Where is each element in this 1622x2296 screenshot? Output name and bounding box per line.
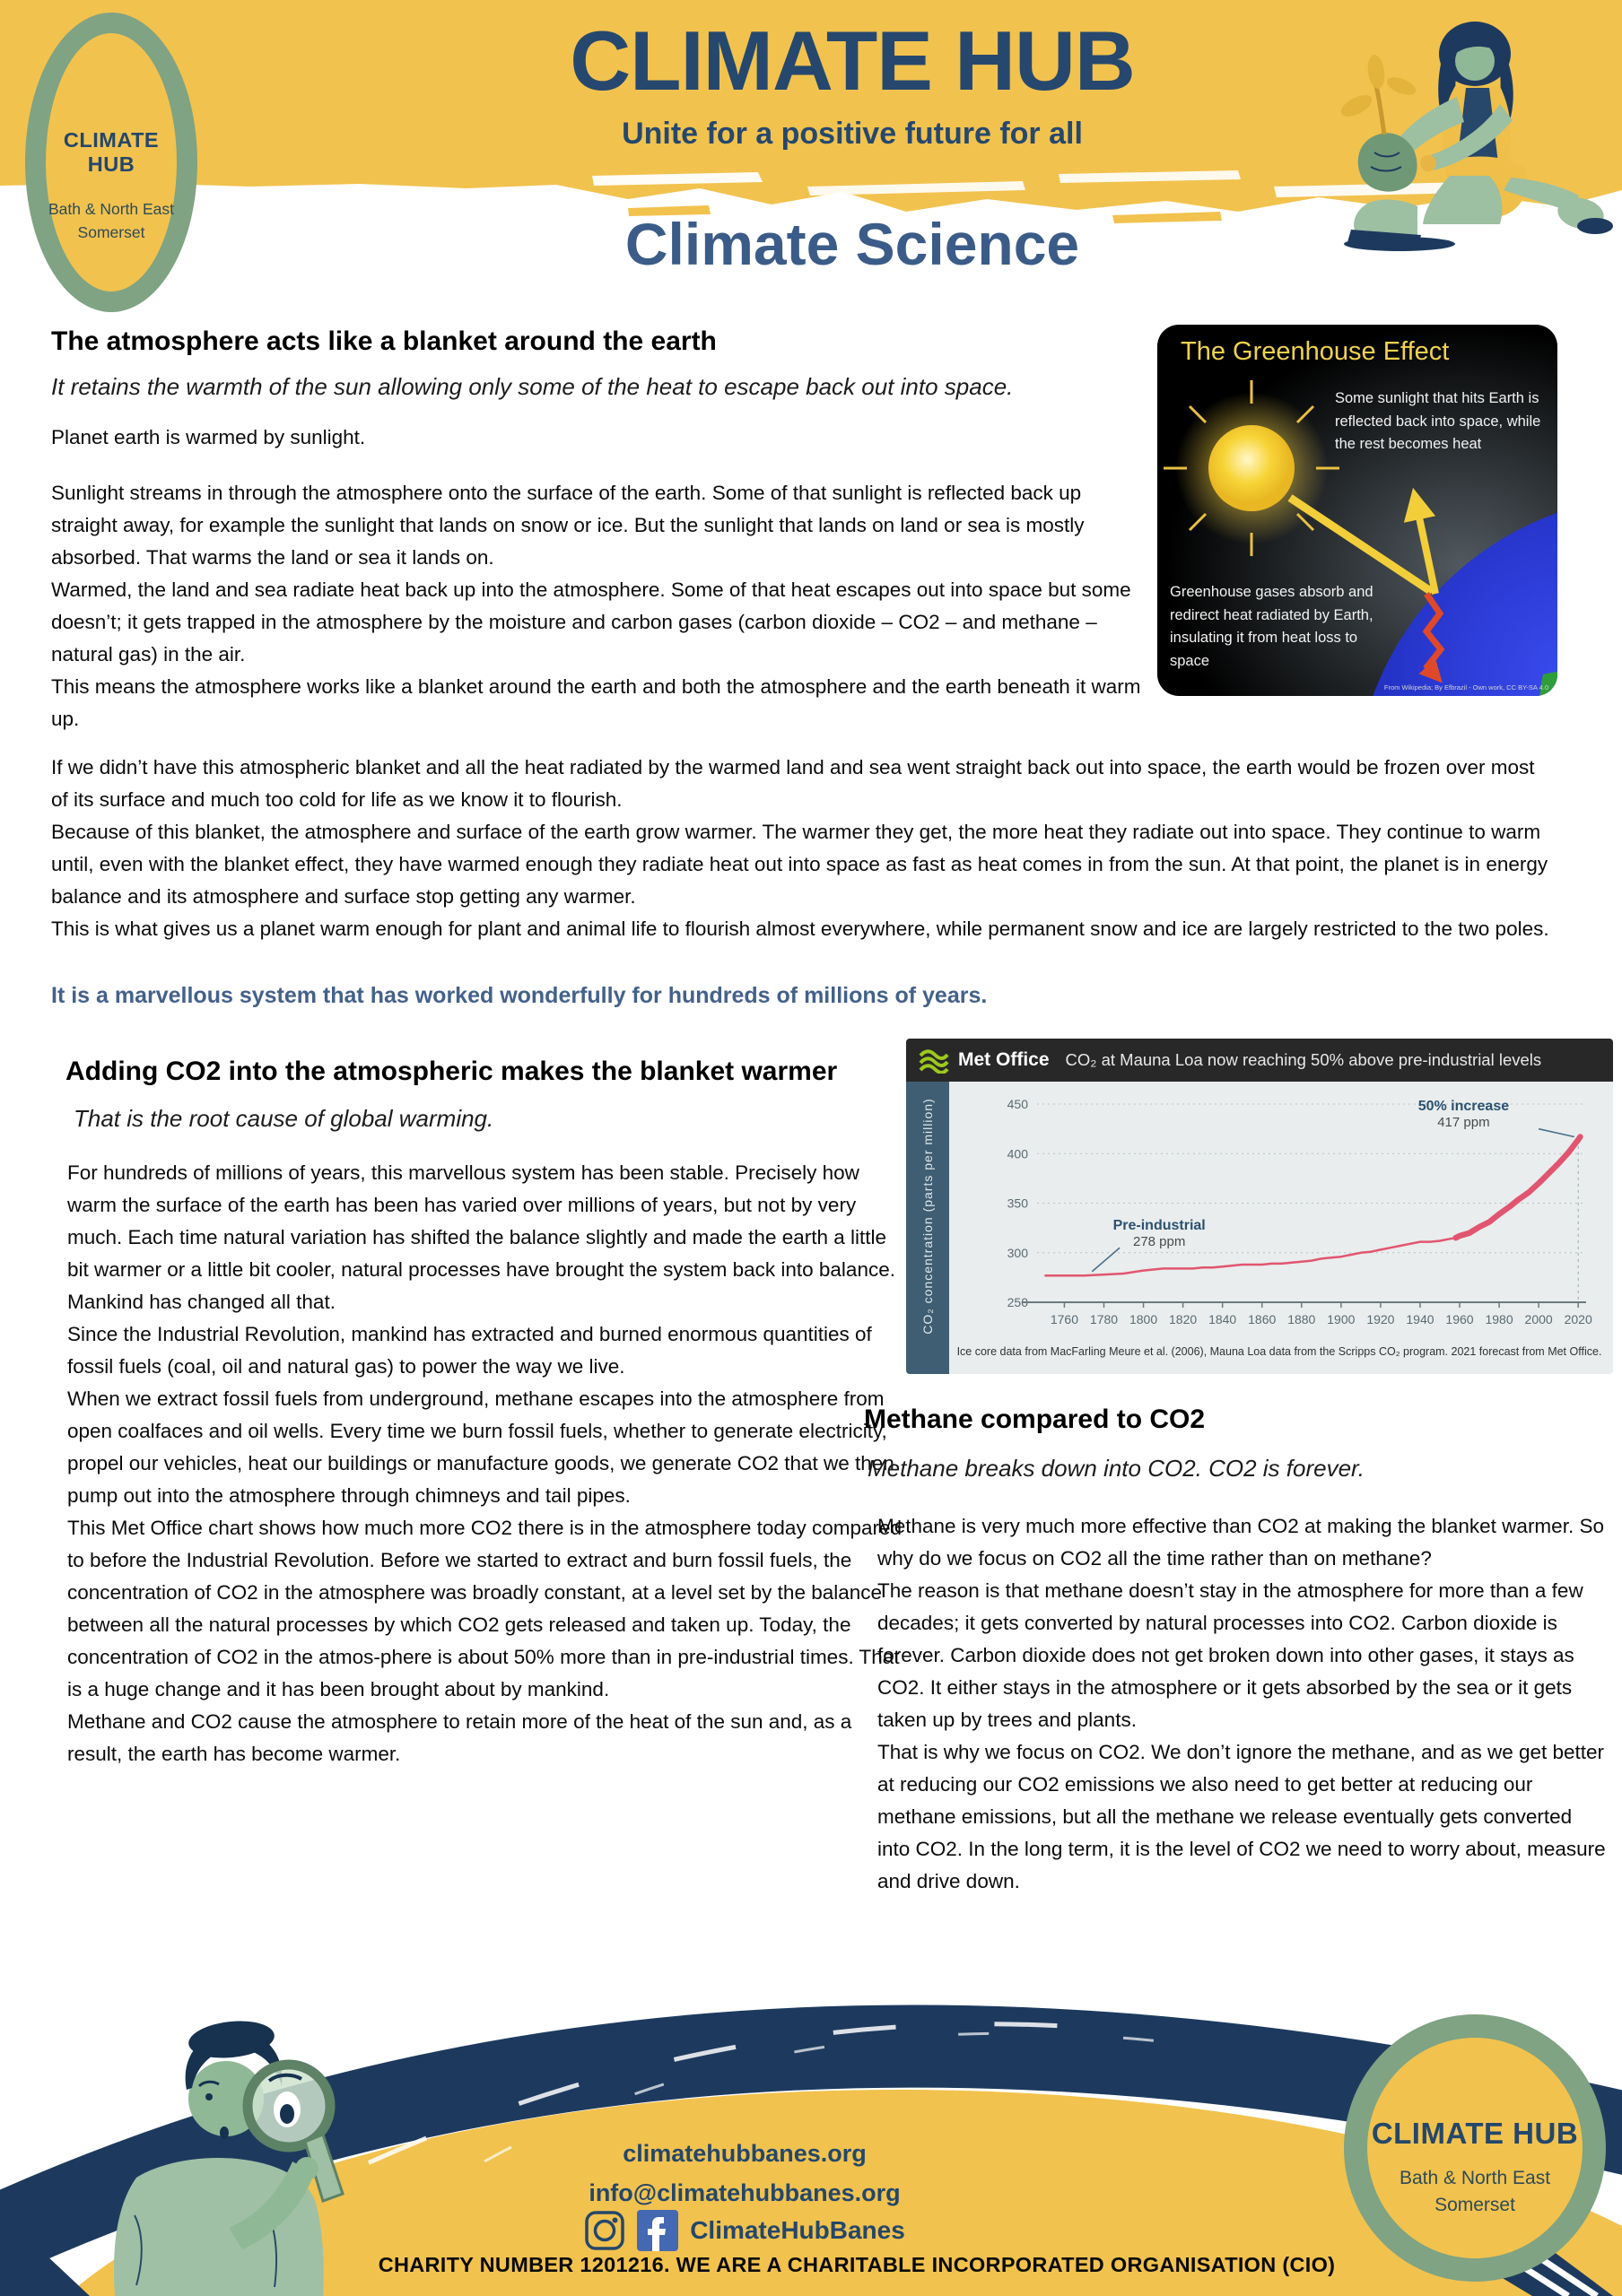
page-title: Climate Science [624, 211, 1080, 277]
logo-region-line2: Somerset [1435, 2195, 1515, 2216]
facebook-icon[interactable] [637, 2210, 678, 2251]
section1-heading: The atmosphere acts like a blanket around the earth [51, 326, 717, 356]
section2-paragraph: For hundreds of millions of years, this marvellous system has been stable. Precisely how warm the surface of the earth has been has varied over millions of years, but not by very much. Each time natural variation has shifted the balance slightly and made the earth a little bit warmer or a little bit cooler, natural processes have brought the system back into balance. Mankind has changed all that. [67, 1161, 895, 1313]
greenhouse-caption-top: Some sunlight that hits Earth is reflected back into space, while the rest becomes heat [1335, 390, 1541, 453]
section3-paragraph: Methane is very much more effective than CO2 at making the blanket warmer. So why do we focus on CO2 all the time rather than on methane? [877, 1515, 1604, 1570]
planting-person-illustration [1292, 0, 1622, 301]
greenhouse-attribution: From Wikipedia; By Efbrazil - Own work, CC BY-SA 4.0 [1383, 683, 1548, 691]
site-tagline: Unite for a positive future for all [622, 117, 1083, 151]
climate-hub-logo [25, 13, 197, 312]
chart-body [906, 1082, 1613, 1374]
logo-name: CLIMATE HUB [1371, 2117, 1579, 2150]
met-office-chart [906, 1039, 1613, 1374]
logo-region-line1: Bath & North East [48, 200, 175, 218]
section1-paragraph: Warmed, the land and sea radiate heat back up into the atmosphere. Some of that heat escapes out into space but some doesn’t; it gets trapped in the atmosphere by the moisture and carbon gases (carbon dioxide – CO2 – and methane – natural gas) in the air. [51, 578, 1131, 665]
climate-hub-logo-footer [1344, 2014, 1606, 2282]
social-row [475, 2210, 1014, 2251]
svg-text:1980: 1980 [1485, 1312, 1513, 1326]
website-link[interactable]: climatehubbanes.org [623, 2140, 867, 2167]
section1-paragraph: This is what gives us a planet warm enough for plant and animal life to flourish almost everywhere, while permanent snow and ice are largely restricted to the two poles. [51, 918, 1549, 940]
section2-subheading: That is the root cause of global warming. [74, 1105, 494, 1132]
section3-paragraph: The reason is that methane doesn’t stay in the atmosphere for more than a few decades; it gets converted by natural processes into CO2. Carbon dioxide is forever. Carbon dioxide does not get broken down into other gases, it stays as CO2. It either stays in the atmosphere or it gets absorbed by the sea or it gets taken up by trees and plants. [877, 1579, 1583, 1731]
section1-subheading: It retains the warmth of the sun allowing only some of the heat to escape back out into space. [51, 373, 1014, 400]
svg-text:1920: 1920 [1366, 1312, 1395, 1326]
chart-title: CO₂ at Mauna Loa now reaching 50% above pre-industrial levels [1065, 1050, 1542, 1069]
chart-brand: Met Office [958, 1049, 1050, 1070]
met-office-logo-icon [919, 1047, 949, 1074]
svg-text:450: 450 [1007, 1097, 1028, 1112]
section3-subheading: Methane breaks down into CO2. CO2 is forever. [868, 1455, 1365, 1482]
section3-heading: Methane compared to CO2 [864, 1405, 1206, 1434]
email-link[interactable]: info@climatehubbanes.org [589, 2179, 901, 2206]
section2-paragraph: This Met Office chart shows how much more CO2 there is in the atmosphere today compared to before the Industrial Revolution. Before we started to extract and burn fossil fuels, the concentration of CO2 in the atmosphere was broadly constant, at a level set by the balance between all the natural processes by which CO2 gets released and taken up. Today, the concentration of CO2 in the atmos-phere is about 50% more than in pre-industrial times. That is a huge change and it has been brought about by mankind. [67, 1517, 902, 1700]
instagram-icon[interactable] [584, 2210, 625, 2251]
social-handle[interactable]: ClimateHubBanes [690, 2216, 905, 2244]
section2-paragraph: Since the Industrial Revolution, mankind has extracted and burned enormous quantities of fossil fuels (coal, oil and natural gas) to power the way we live. [67, 1323, 872, 1378]
svg-text:1900: 1900 [1327, 1312, 1356, 1326]
chart-header [906, 1039, 1613, 1082]
section1-highlight: It is a marvellous system that has worked wonderfully for hundreds of millions of years. [51, 983, 988, 1008]
section2-paragraph: When we extract fossil fuels from underground, methane escapes into the atmosphere from open coalfaces and oil wells. Every time we burn fossil fuels, whether to generate electricity, propel our vehicles, heat our buildings or manufacture goods, we generate CO2 that we then pump out into the atmosphere through chimneys and tail pipes. [67, 1387, 894, 1507]
svg-text:1880: 1880 [1287, 1312, 1316, 1326]
svg-text:400: 400 [1007, 1146, 1028, 1161]
chart-y-axis-label: CO₂ concentration (parts per million) [920, 1098, 935, 1335]
site-title: CLIMATE HUB [570, 13, 1135, 108]
svg-text:300: 300 [1007, 1245, 1028, 1260]
section1-paragraph: Planet earth is warmed by sunlight. [51, 426, 366, 448]
section2-heading: Adding CO2 into the atmospheric makes the blanket warmer [65, 1057, 838, 1086]
section1-paragraph: This means the atmosphere works like a blanket around the earth and both the atmosphere and the earth beneath it warm up. [51, 675, 1141, 730]
section3-text-block [877, 1510, 1606, 1898]
chart-annotation: 50% increase 417 ppm [1417, 1099, 1510, 1131]
svg-text:1860: 1860 [1248, 1312, 1277, 1326]
section2-text-block [67, 1157, 909, 1770]
svg-text:2000: 2000 [1524, 1312, 1553, 1326]
chart-caption: Ice core data from MacFarling Meure et al. (2006), Mauna Loa data from the Scripps CO₂ program. 2021 forecast from Met Office. [956, 1345, 1602, 1358]
svg-text:1840: 1840 [1208, 1312, 1237, 1326]
chart-annotation: Pre-industrial 278 ppm [1112, 1217, 1206, 1249]
section3-paragraph: That is why we focus on CO2. We don’t ignore the methane, and as we get better at reducing our CO2 emissions we also need to get better at reducing our methane emissions, but all the methane we release eventually gets converted into CO2. In the long term, it is the level of CO2 we need to worry about, measure and drive down. [877, 1741, 1606, 1892]
charity-statement: CHARITY NUMBER 1201216. WE ARE A CHARITABLE INCORPORATED ORGANISATION (CIO) [378, 2253, 1336, 2276]
section1-text-block-full [51, 752, 1549, 945]
section1-paragraph: Sunlight streams in through the atmosphere onto the surface of the earth. Some of that sunlight is reflected back up straight away, for example the sunlight that lands on snow or ice. But the sunlight that lands on land or sea is mostly absorbed. That warms the land or sea it lands on. [51, 482, 1085, 569]
section2-paragraph: Methane and CO2 cause the atmosphere to retain more of the heat of the sun and, as a result, the earth has become warmer. [67, 1710, 852, 1765]
section1-paragraph: If we didn’t have this atmospheric blanket and all the heat radiated by the warmed land and sea went straight back out into space, the earth would be frozen over most of its surface and much too cold for life as we know it to flourish. [51, 756, 1535, 811]
logo-region-line2: Somerset [77, 222, 145, 241]
logo-region-line1: Bath & North East [1399, 2168, 1551, 2188]
svg-text:1960: 1960 [1445, 1312, 1474, 1326]
chart-plot-area [906, 1082, 1613, 1344]
svg-text:2020: 2020 [1564, 1312, 1592, 1326]
greenhouse-caption-bottom: Greenhouse gases absorb and redirect heat radiated by Earth, insulating it from heat loss to space [1170, 584, 1373, 669]
svg-text:1760: 1760 [1050, 1312, 1079, 1326]
svg-text:1820: 1820 [1169, 1312, 1198, 1326]
svg-text:1780: 1780 [1089, 1312, 1119, 1326]
logo-name: CLIMATE HUB [63, 128, 160, 176]
greenhouse-effect-figure [1157, 325, 1557, 696]
section1-paragraph: Because of this blanket, the atmosphere and surface of the earth grow warmer. The warmer they get, the more heat they radiate out into space. They continue to warm until, even with the blanket effect, they have warmed enough they radiate heat out into space as fast as heat comes in from the sun. At that point, the planet is in energy balance and its atmosphere and surface stop getting any warmer. [51, 821, 1548, 908]
svg-text:1800: 1800 [1129, 1312, 1158, 1326]
svg-text:350: 350 [1007, 1196, 1028, 1211]
svg-text:1940: 1940 [1406, 1312, 1435, 1326]
section1-text-block [51, 477, 1141, 735]
svg-text:250: 250 [1007, 1295, 1028, 1309]
greenhouse-title: The Greenhouse Effect [1181, 337, 1450, 366]
